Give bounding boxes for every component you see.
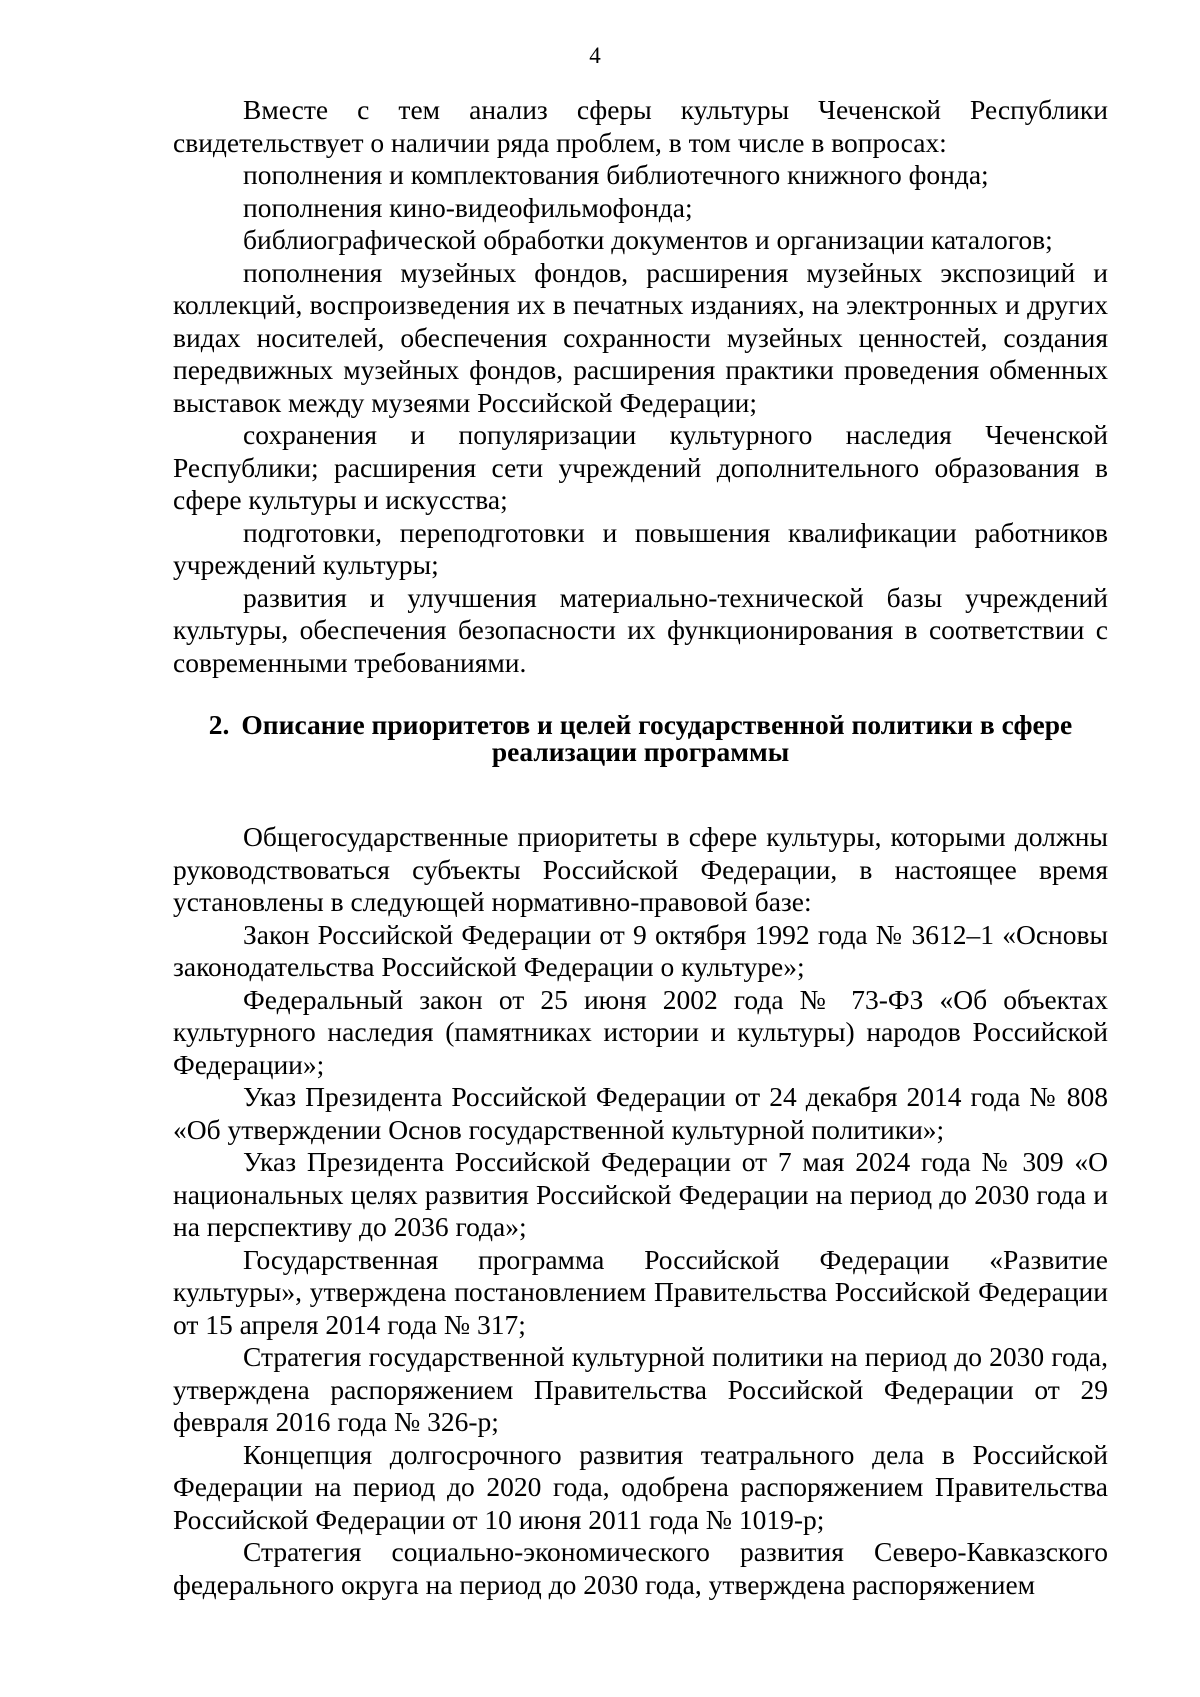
list-item: пополнения кино-видеофильмофонда; xyxy=(243,191,693,223)
section-title: Описание приоритетов и целей государственной политики в сфере реализации программы xyxy=(241,709,1073,767)
paragraph: Общегосударственные приоритеты в сфере культуры, которыми должны руководствоваться субъекты Российской Федерации, в настоящее время установлены в следующей нормативно-правовой базе: xyxy=(173,821,1108,917)
section-1-problems xyxy=(173,94,1108,679)
list-item: библиографической обработки документов и организации каталогов; xyxy=(243,224,1053,255)
list-item: Стратегия государственной культурной политики на период до 2030 года, утверждена распоряжением Правительства Российской Федерации от 29 февраля 2016 года № 326-р; xyxy=(173,1341,1108,1437)
list-item: сохранения и популяризации культурного наследия Чеченской Республики; расширения сети учреждений дополнительного образования в сфере культуры и искусства; xyxy=(173,419,1108,515)
list-item: пополнения и комплектования библиотечного книжного фонда; xyxy=(243,159,989,190)
list-item: подготовки, переподготовки и повышения квалификации работников учреждений культуры; xyxy=(173,516,1108,580)
list-item: Указ Президента Российской Федерации от 7 мая 2024 года № 309 «О национальных целях развития Российской Федерации на период до 2030 года и на перспективу до 2036 года»; xyxy=(173,1146,1108,1242)
section-number: 2. xyxy=(208,709,230,740)
list-item: Концепция долгосрочного развития театрального дела в Российской Федерации на период до 2020 года, одобрена распоряжением Правительства Российской Федерации от 10 июня 2011 года № 1019-р; xyxy=(173,1438,1108,1535)
page-number: 4 xyxy=(589,43,601,68)
list-item: пополнения музейных фондов, расширения музейных экспозиций и коллекций, воспроизведения их в печатных изданиях, на электронных и других видах носителей, обеспечения сохранности музейных ценностей, создания передвижных музейных фондов, расширения практики проведения обменных выставок между музеями Российской Федерации; xyxy=(173,256,1108,418)
paragraph: Вместе с тем анализ сферы культуры Чеченской Республики свидетельствует о наличии ряда проблем, в том числе в вопросах: xyxy=(173,94,1108,158)
list-item: развития и улучшения материально-технической базы учреждений культуры, обеспечения безопасности их функционирования в соответствии с современными требованиями. xyxy=(173,581,1108,678)
section-2-priorities xyxy=(173,821,1108,1601)
list-item: Указ Президента Российской Федерации от 24 декабря 2014 года № 808 «Об утверждении Основ государственной культурной политики»; xyxy=(173,1081,1108,1145)
section-heading xyxy=(173,711,1108,765)
list-item: Федеральный закон от 25 июня 2002 года № 73-ФЗ «Об объектах культурного наследия (памятниках истории и культуры) народов Российской Федерации»; xyxy=(173,983,1108,1080)
list-item: Государственная программа Российской Федерации «Развитие культуры», утверждена постановлением Правительства Российской Федерации от 15 апреля 2014 года № 317; xyxy=(173,1243,1108,1340)
list-item: Закон Российской Федерации от 9 октября 1992 года № 3612–1 «Основы законодательства Российской Федерации о культуре»; xyxy=(173,918,1108,982)
list-item: Стратегия социально-экономического развития Северо-Кавказского федерального округа на период до 2030 года, утверждена распоряжением xyxy=(173,1536,1108,1600)
document-body xyxy=(173,94,1108,1601)
